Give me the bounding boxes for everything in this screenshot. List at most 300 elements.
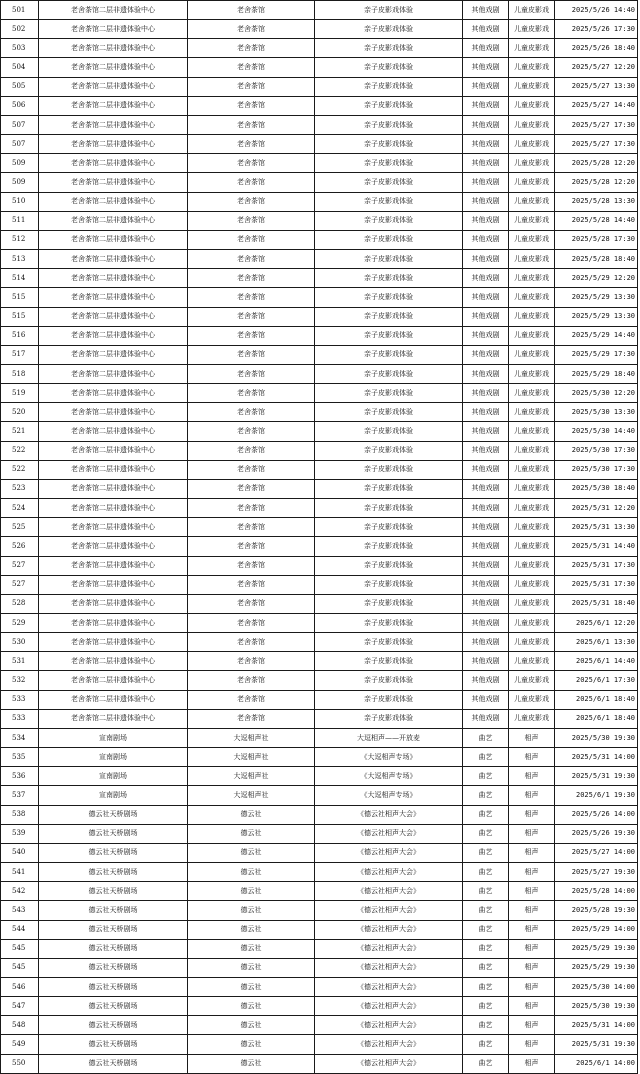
venue-cell: 老舍茶馆二层非遗体验中心 [39,652,188,671]
row-number-cell: 527 [1,575,39,594]
row-number-cell: 538 [1,805,39,824]
row-number-cell: 536 [1,767,39,786]
row-number-cell: 539 [1,824,39,843]
row-number-cell: 550 [1,1054,39,1073]
organizer-cell: 德云社 [188,843,315,862]
row-number-cell: 527 [1,556,39,575]
subcategory-cell: 儿童皮影戏 [509,556,555,575]
program-title-cell: 亲子皮影戏体验 [315,1,463,20]
row-number-cell: 548 [1,1016,39,1035]
venue-cell: 德云社天桥剧场 [39,882,188,901]
showtime-cell: 2025/6/1 13:30 [555,633,638,652]
showtime-cell: 2025/5/30 12:20 [555,384,638,403]
organizer-cell: 德云社 [188,939,315,958]
row-number-cell: 547 [1,997,39,1016]
category-cell: 其他戏剧 [463,537,509,556]
organizer-cell: 德云社 [188,901,315,920]
organizer-cell: 老舍茶馆 [188,230,315,249]
program-title-cell: 《德云社相声大会》 [315,824,463,843]
showtime-cell: 2025/5/29 18:40 [555,364,638,383]
organizer-cell: 老舍茶馆 [188,403,315,422]
organizer-cell: 德云社 [188,977,315,996]
category-cell: 曲艺 [463,728,509,747]
row-number-cell: 510 [1,192,39,211]
row-number-cell: 514 [1,269,39,288]
subcategory-cell: 相声 [509,901,555,920]
venue-cell: 老舍茶馆二层非遗体验中心 [39,115,188,134]
program-title-cell: 《德云社相声大会》 [315,843,463,862]
subcategory-cell: 相声 [509,767,555,786]
table-row [1,460,638,479]
venue-cell: 老舍茶馆二层非遗体验中心 [39,499,188,518]
program-title-cell: 亲子皮影戏体验 [315,575,463,594]
table-row [1,633,638,652]
program-title-cell: 《大逗相声专场》 [315,786,463,805]
venue-cell: 德云社天桥剧场 [39,843,188,862]
row-number-cell: 515 [1,288,39,307]
organizer-cell: 老舍茶馆 [188,479,315,498]
showtime-cell: 2025/5/28 18:40 [555,250,638,269]
category-cell: 曲艺 [463,767,509,786]
table-row [1,575,638,594]
program-title-cell: 亲子皮影戏体验 [315,58,463,77]
subcategory-cell: 儿童皮影戏 [509,575,555,594]
table-row [1,77,638,96]
program-title-cell: 亲子皮影戏体验 [315,499,463,518]
organizer-cell: 老舍茶馆 [188,135,315,154]
showtime-cell: 2025/5/28 17:30 [555,230,638,249]
organizer-cell: 老舍茶馆 [188,690,315,709]
showtime-cell: 2025/5/28 13:30 [555,192,638,211]
venue-cell: 宣南剧场 [39,748,188,767]
row-number-cell: 504 [1,58,39,77]
category-cell: 曲艺 [463,1016,509,1035]
showtime-cell: 2025/5/27 13:30 [555,77,638,96]
subcategory-cell: 儿童皮影戏 [509,633,555,652]
program-title-cell: 《德云社相声大会》 [315,1054,463,1073]
organizer-cell: 老舍茶馆 [188,556,315,575]
table-row [1,805,638,824]
showtime-cell: 2025/5/29 19:30 [555,939,638,958]
program-title-cell: 亲子皮影戏体验 [315,135,463,154]
row-number-cell: 540 [1,843,39,862]
showtime-cell: 2025/5/26 19:30 [555,824,638,843]
showtime-cell: 2025/5/27 17:30 [555,115,638,134]
table-row [1,863,638,882]
table-row [1,403,638,422]
subcategory-cell: 相声 [509,824,555,843]
organizer-cell: 德云社 [188,920,315,939]
category-cell: 其他戏剧 [463,115,509,134]
program-title-cell: 亲子皮影戏体验 [315,364,463,383]
subcategory-cell: 相声 [509,1016,555,1035]
organizer-cell: 德云社 [188,805,315,824]
subcategory-cell: 儿童皮影戏 [509,269,555,288]
subcategory-cell: 相声 [509,805,555,824]
program-title-cell: 亲子皮影戏体验 [315,709,463,728]
showtime-cell: 2025/5/26 18:40 [555,39,638,58]
category-cell: 其他戏剧 [463,652,509,671]
table-row [1,728,638,747]
row-number-cell: 521 [1,422,39,441]
row-number-cell: 515 [1,307,39,326]
venue-cell: 老舍茶馆二层非遗体验中心 [39,709,188,728]
row-number-cell: 512 [1,230,39,249]
venue-cell: 老舍茶馆二层非遗体验中心 [39,1,188,20]
category-cell: 曲艺 [463,901,509,920]
showtime-cell: 2025/5/29 14:40 [555,326,638,345]
organizer-cell: 老舍茶馆 [188,20,315,39]
showtime-cell: 2025/5/26 17:30 [555,20,638,39]
row-number-cell: 517 [1,345,39,364]
venue-cell: 老舍茶馆二层非遗体验中心 [39,556,188,575]
row-number-cell: 518 [1,364,39,383]
category-cell: 曲艺 [463,939,509,958]
organizer-cell: 德云社 [188,824,315,843]
program-title-cell: 亲子皮影戏体验 [315,154,463,173]
category-cell: 其他戏剧 [463,58,509,77]
venue-cell: 老舍茶馆二层非遗体验中心 [39,288,188,307]
program-title-cell: 《德云社相声大会》 [315,1035,463,1054]
table-row [1,748,638,767]
row-number-cell: 509 [1,154,39,173]
subcategory-cell: 儿童皮影戏 [509,77,555,96]
category-cell: 其他戏剧 [463,422,509,441]
subcategory-cell: 儿童皮影戏 [509,384,555,403]
subcategory-cell: 儿童皮影戏 [509,709,555,728]
venue-cell: 德云社天桥剧场 [39,977,188,996]
venue-cell: 德云社天桥剧场 [39,824,188,843]
row-number-cell: 511 [1,211,39,230]
organizer-cell: 德云社 [188,1035,315,1054]
program-title-cell: 亲子皮影戏体验 [315,556,463,575]
organizer-cell: 老舍茶馆 [188,614,315,633]
organizer-cell: 老舍茶馆 [188,154,315,173]
table-row [1,307,638,326]
venue-cell: 德云社天桥剧场 [39,958,188,977]
category-cell: 其他戏剧 [463,633,509,652]
row-number-cell: 522 [1,441,39,460]
showtime-cell: 2025/5/28 14:00 [555,882,638,901]
table-row [1,422,638,441]
venue-cell: 老舍茶馆二层非遗体验中心 [39,39,188,58]
venue-cell: 德云社天桥剧场 [39,997,188,1016]
category-cell: 其他戏剧 [463,345,509,364]
showtime-cell: 2025/5/28 14:40 [555,211,638,230]
venue-cell: 老舍茶馆二层非遗体验中心 [39,460,188,479]
venue-cell: 老舍茶馆二层非遗体验中心 [39,345,188,364]
row-number-cell: 533 [1,690,39,709]
organizer-cell: 老舍茶馆 [188,288,315,307]
category-cell: 其他戏剧 [463,288,509,307]
showtime-cell: 2025/6/1 14:00 [555,1054,638,1073]
organizer-cell: 老舍茶馆 [188,537,315,556]
table-row [1,288,638,307]
category-cell: 其他戏剧 [463,575,509,594]
table-row [1,690,638,709]
category-cell: 其他戏剧 [463,479,509,498]
subcategory-cell: 儿童皮影戏 [509,441,555,460]
venue-cell: 德云社天桥剧场 [39,939,188,958]
venue-cell: 老舍茶馆二层非遗体验中心 [39,192,188,211]
subcategory-cell: 儿童皮影戏 [509,154,555,173]
category-cell: 其他戏剧 [463,690,509,709]
venue-cell: 老舍茶馆二层非遗体验中心 [39,479,188,498]
organizer-cell: 老舍茶馆 [188,307,315,326]
organizer-cell: 老舍茶馆 [188,1,315,20]
category-cell: 其他戏剧 [463,250,509,269]
showtime-cell: 2025/5/30 14:00 [555,977,638,996]
subcategory-cell: 相声 [509,843,555,862]
subcategory-cell: 相声 [509,958,555,977]
venue-cell: 老舍茶馆二层非遗体验中心 [39,614,188,633]
row-number-cell: 535 [1,748,39,767]
venue-cell: 老舍茶馆二层非遗体验中心 [39,441,188,460]
table-row [1,479,638,498]
program-title-cell: 大逗相声——开放麦 [315,728,463,747]
subcategory-cell: 儿童皮影戏 [509,345,555,364]
category-cell: 其他戏剧 [463,326,509,345]
organizer-cell: 老舍茶馆 [188,441,315,460]
subcategory-cell: 相声 [509,920,555,939]
category-cell: 其他戏剧 [463,192,509,211]
showtime-cell: 2025/5/27 12:20 [555,58,638,77]
row-number-cell: 503 [1,39,39,58]
program-title-cell: 《德云社相声大会》 [315,958,463,977]
venue-cell: 宣南剧场 [39,767,188,786]
showtime-cell: 2025/5/30 18:40 [555,479,638,498]
venue-cell: 德云社天桥剧场 [39,1035,188,1054]
program-title-cell: 亲子皮影戏体验 [315,288,463,307]
program-title-cell: 《德云社相声大会》 [315,901,463,920]
category-cell: 其他戏剧 [463,403,509,422]
venue-cell: 老舍茶馆二层非遗体验中心 [39,518,188,537]
venue-cell: 老舍茶馆二层非遗体验中心 [39,211,188,230]
organizer-cell: 德云社 [188,997,315,1016]
organizer-cell: 德云社 [188,1054,315,1073]
subcategory-cell: 儿童皮影戏 [509,364,555,383]
venue-cell: 老舍茶馆二层非遗体验中心 [39,154,188,173]
showtime-cell: 2025/5/31 14:00 [555,748,638,767]
row-number-cell: 534 [1,728,39,747]
table-row [1,1054,638,1073]
organizer-cell: 大逗相声社 [188,748,315,767]
subcategory-cell: 相声 [509,863,555,882]
subcategory-cell: 儿童皮影戏 [509,211,555,230]
table-row [1,154,638,173]
program-title-cell: 亲子皮影戏体验 [315,384,463,403]
organizer-cell: 老舍茶馆 [188,58,315,77]
venue-cell: 老舍茶馆二层非遗体验中心 [39,364,188,383]
organizer-cell: 德云社 [188,1016,315,1035]
subcategory-cell: 儿童皮影戏 [509,460,555,479]
table-row [1,441,638,460]
row-number-cell: 528 [1,594,39,613]
category-cell: 曲艺 [463,843,509,862]
showtime-cell: 2025/5/29 19:30 [555,958,638,977]
row-number-cell: 542 [1,882,39,901]
showtime-cell: 2025/5/31 17:30 [555,556,638,575]
subcategory-cell: 儿童皮影戏 [509,20,555,39]
table-row [1,173,638,192]
row-number-cell: 543 [1,901,39,920]
organizer-cell: 老舍茶馆 [188,115,315,134]
table-row [1,1035,638,1054]
program-title-cell: 《德云社相声大会》 [315,997,463,1016]
table-row [1,345,638,364]
organizer-cell: 老舍茶馆 [188,594,315,613]
table-row [1,767,638,786]
row-number-cell: 523 [1,479,39,498]
subcategory-cell: 儿童皮影戏 [509,192,555,211]
venue-cell: 老舍茶馆二层非遗体验中心 [39,269,188,288]
showtime-cell: 2025/5/27 19:30 [555,863,638,882]
program-title-cell: 《德云社相声大会》 [315,939,463,958]
row-number-cell: 502 [1,20,39,39]
showtime-cell: 2025/5/31 14:00 [555,1016,638,1035]
row-number-cell: 544 [1,920,39,939]
venue-cell: 老舍茶馆二层非遗体验中心 [39,690,188,709]
subcategory-cell: 儿童皮影戏 [509,115,555,134]
organizer-cell: 老舍茶馆 [188,460,315,479]
organizer-cell: 老舍茶馆 [188,652,315,671]
row-number-cell: 507 [1,135,39,154]
category-cell: 曲艺 [463,920,509,939]
program-title-cell: 亲子皮影戏体验 [315,115,463,134]
row-number-cell: 505 [1,77,39,96]
table-row [1,977,638,996]
program-title-cell: 亲子皮影戏体验 [315,690,463,709]
showtime-cell: 2025/5/31 17:30 [555,575,638,594]
venue-cell: 德云社天桥剧场 [39,920,188,939]
program-title-cell: 亲子皮影戏体验 [315,594,463,613]
organizer-cell: 老舍茶馆 [188,250,315,269]
subcategory-cell: 儿童皮影戏 [509,173,555,192]
row-number-cell: 530 [1,633,39,652]
showtime-cell: 2025/5/30 17:30 [555,460,638,479]
table-row [1,843,638,862]
row-number-cell: 516 [1,326,39,345]
showtime-cell: 2025/5/31 13:30 [555,518,638,537]
showtime-cell: 2025/6/1 12:20 [555,614,638,633]
program-title-cell: 亲子皮影戏体验 [315,39,463,58]
program-title-cell: 亲子皮影戏体验 [315,537,463,556]
showtime-cell: 2025/6/1 17:30 [555,671,638,690]
subcategory-cell: 儿童皮影戏 [509,135,555,154]
subcategory-cell: 儿童皮影戏 [509,671,555,690]
organizer-cell: 德云社 [188,958,315,977]
subcategory-cell: 相声 [509,748,555,767]
category-cell: 其他戏剧 [463,154,509,173]
category-cell: 其他戏剧 [463,556,509,575]
showtime-cell: 2025/5/29 13:30 [555,288,638,307]
category-cell: 其他戏剧 [463,1,509,20]
organizer-cell: 老舍茶馆 [188,364,315,383]
organizer-cell: 老舍茶馆 [188,39,315,58]
table-row [1,192,638,211]
subcategory-cell: 儿童皮影戏 [509,39,555,58]
venue-cell: 老舍茶馆二层非遗体验中心 [39,594,188,613]
organizer-cell: 老舍茶馆 [188,384,315,403]
category-cell: 其他戏剧 [463,384,509,403]
category-cell: 其他戏剧 [463,77,509,96]
subcategory-cell: 相声 [509,1054,555,1073]
row-number-cell: 526 [1,537,39,556]
table-row [1,671,638,690]
program-title-cell: 亲子皮影戏体验 [315,422,463,441]
showtime-cell: 2025/5/29 12:20 [555,269,638,288]
program-title-cell: 亲子皮影戏体验 [315,211,463,230]
organizer-cell: 老舍茶馆 [188,422,315,441]
venue-cell: 老舍茶馆二层非遗体验中心 [39,575,188,594]
schedule-rows [1,1,638,1074]
organizer-cell: 老舍茶馆 [188,518,315,537]
showtime-cell: 2025/6/1 18:40 [555,709,638,728]
subcategory-cell: 相声 [509,882,555,901]
program-title-cell: 亲子皮影戏体验 [315,518,463,537]
subcategory-cell: 儿童皮影戏 [509,1,555,20]
subcategory-cell: 相声 [509,939,555,958]
row-number-cell: 519 [1,384,39,403]
category-cell: 其他戏剧 [463,364,509,383]
program-title-cell: 亲子皮影戏体验 [315,326,463,345]
program-title-cell: 亲子皮影戏体验 [315,307,463,326]
venue-cell: 老舍茶馆二层非遗体验中心 [39,633,188,652]
venue-cell: 德云社天桥剧场 [39,863,188,882]
organizer-cell: 老舍茶馆 [188,96,315,115]
row-number-cell: 506 [1,96,39,115]
subcategory-cell: 儿童皮影戏 [509,479,555,498]
table-row [1,39,638,58]
subcategory-cell: 儿童皮影戏 [509,250,555,269]
table-row [1,997,638,1016]
category-cell: 其他戏剧 [463,460,509,479]
organizer-cell: 老舍茶馆 [188,671,315,690]
venue-cell: 老舍茶馆二层非遗体验中心 [39,326,188,345]
table-row [1,364,638,383]
program-title-cell: 亲子皮影戏体验 [315,269,463,288]
category-cell: 其他戏剧 [463,307,509,326]
subcategory-cell: 儿童皮影戏 [509,690,555,709]
table-row [1,537,638,556]
table-row [1,269,638,288]
category-cell: 曲艺 [463,997,509,1016]
table-row [1,594,638,613]
category-cell: 其他戏剧 [463,499,509,518]
subcategory-cell: 儿童皮影戏 [509,403,555,422]
showtime-cell: 2025/5/29 14:00 [555,920,638,939]
table-row [1,958,638,977]
table-row [1,786,638,805]
table-row [1,135,638,154]
program-title-cell: 亲子皮影戏体验 [315,250,463,269]
venue-cell: 老舍茶馆二层非遗体验中心 [39,96,188,115]
organizer-cell: 老舍茶馆 [188,633,315,652]
program-title-cell: 亲子皮影戏体验 [315,479,463,498]
category-cell: 其他戏剧 [463,173,509,192]
program-title-cell: 亲子皮影戏体验 [315,403,463,422]
program-title-cell: 亲子皮影戏体验 [315,614,463,633]
program-title-cell: 亲子皮影戏体验 [315,20,463,39]
venue-cell: 老舍茶馆二层非遗体验中心 [39,422,188,441]
category-cell: 曲艺 [463,1035,509,1054]
program-title-cell: 亲子皮影戏体验 [315,173,463,192]
row-number-cell: 509 [1,173,39,192]
category-cell: 其他戏剧 [463,594,509,613]
program-title-cell: 亲子皮影戏体验 [315,192,463,211]
showtime-cell: 2025/5/27 14:40 [555,96,638,115]
venue-cell: 老舍茶馆二层非遗体验中心 [39,671,188,690]
